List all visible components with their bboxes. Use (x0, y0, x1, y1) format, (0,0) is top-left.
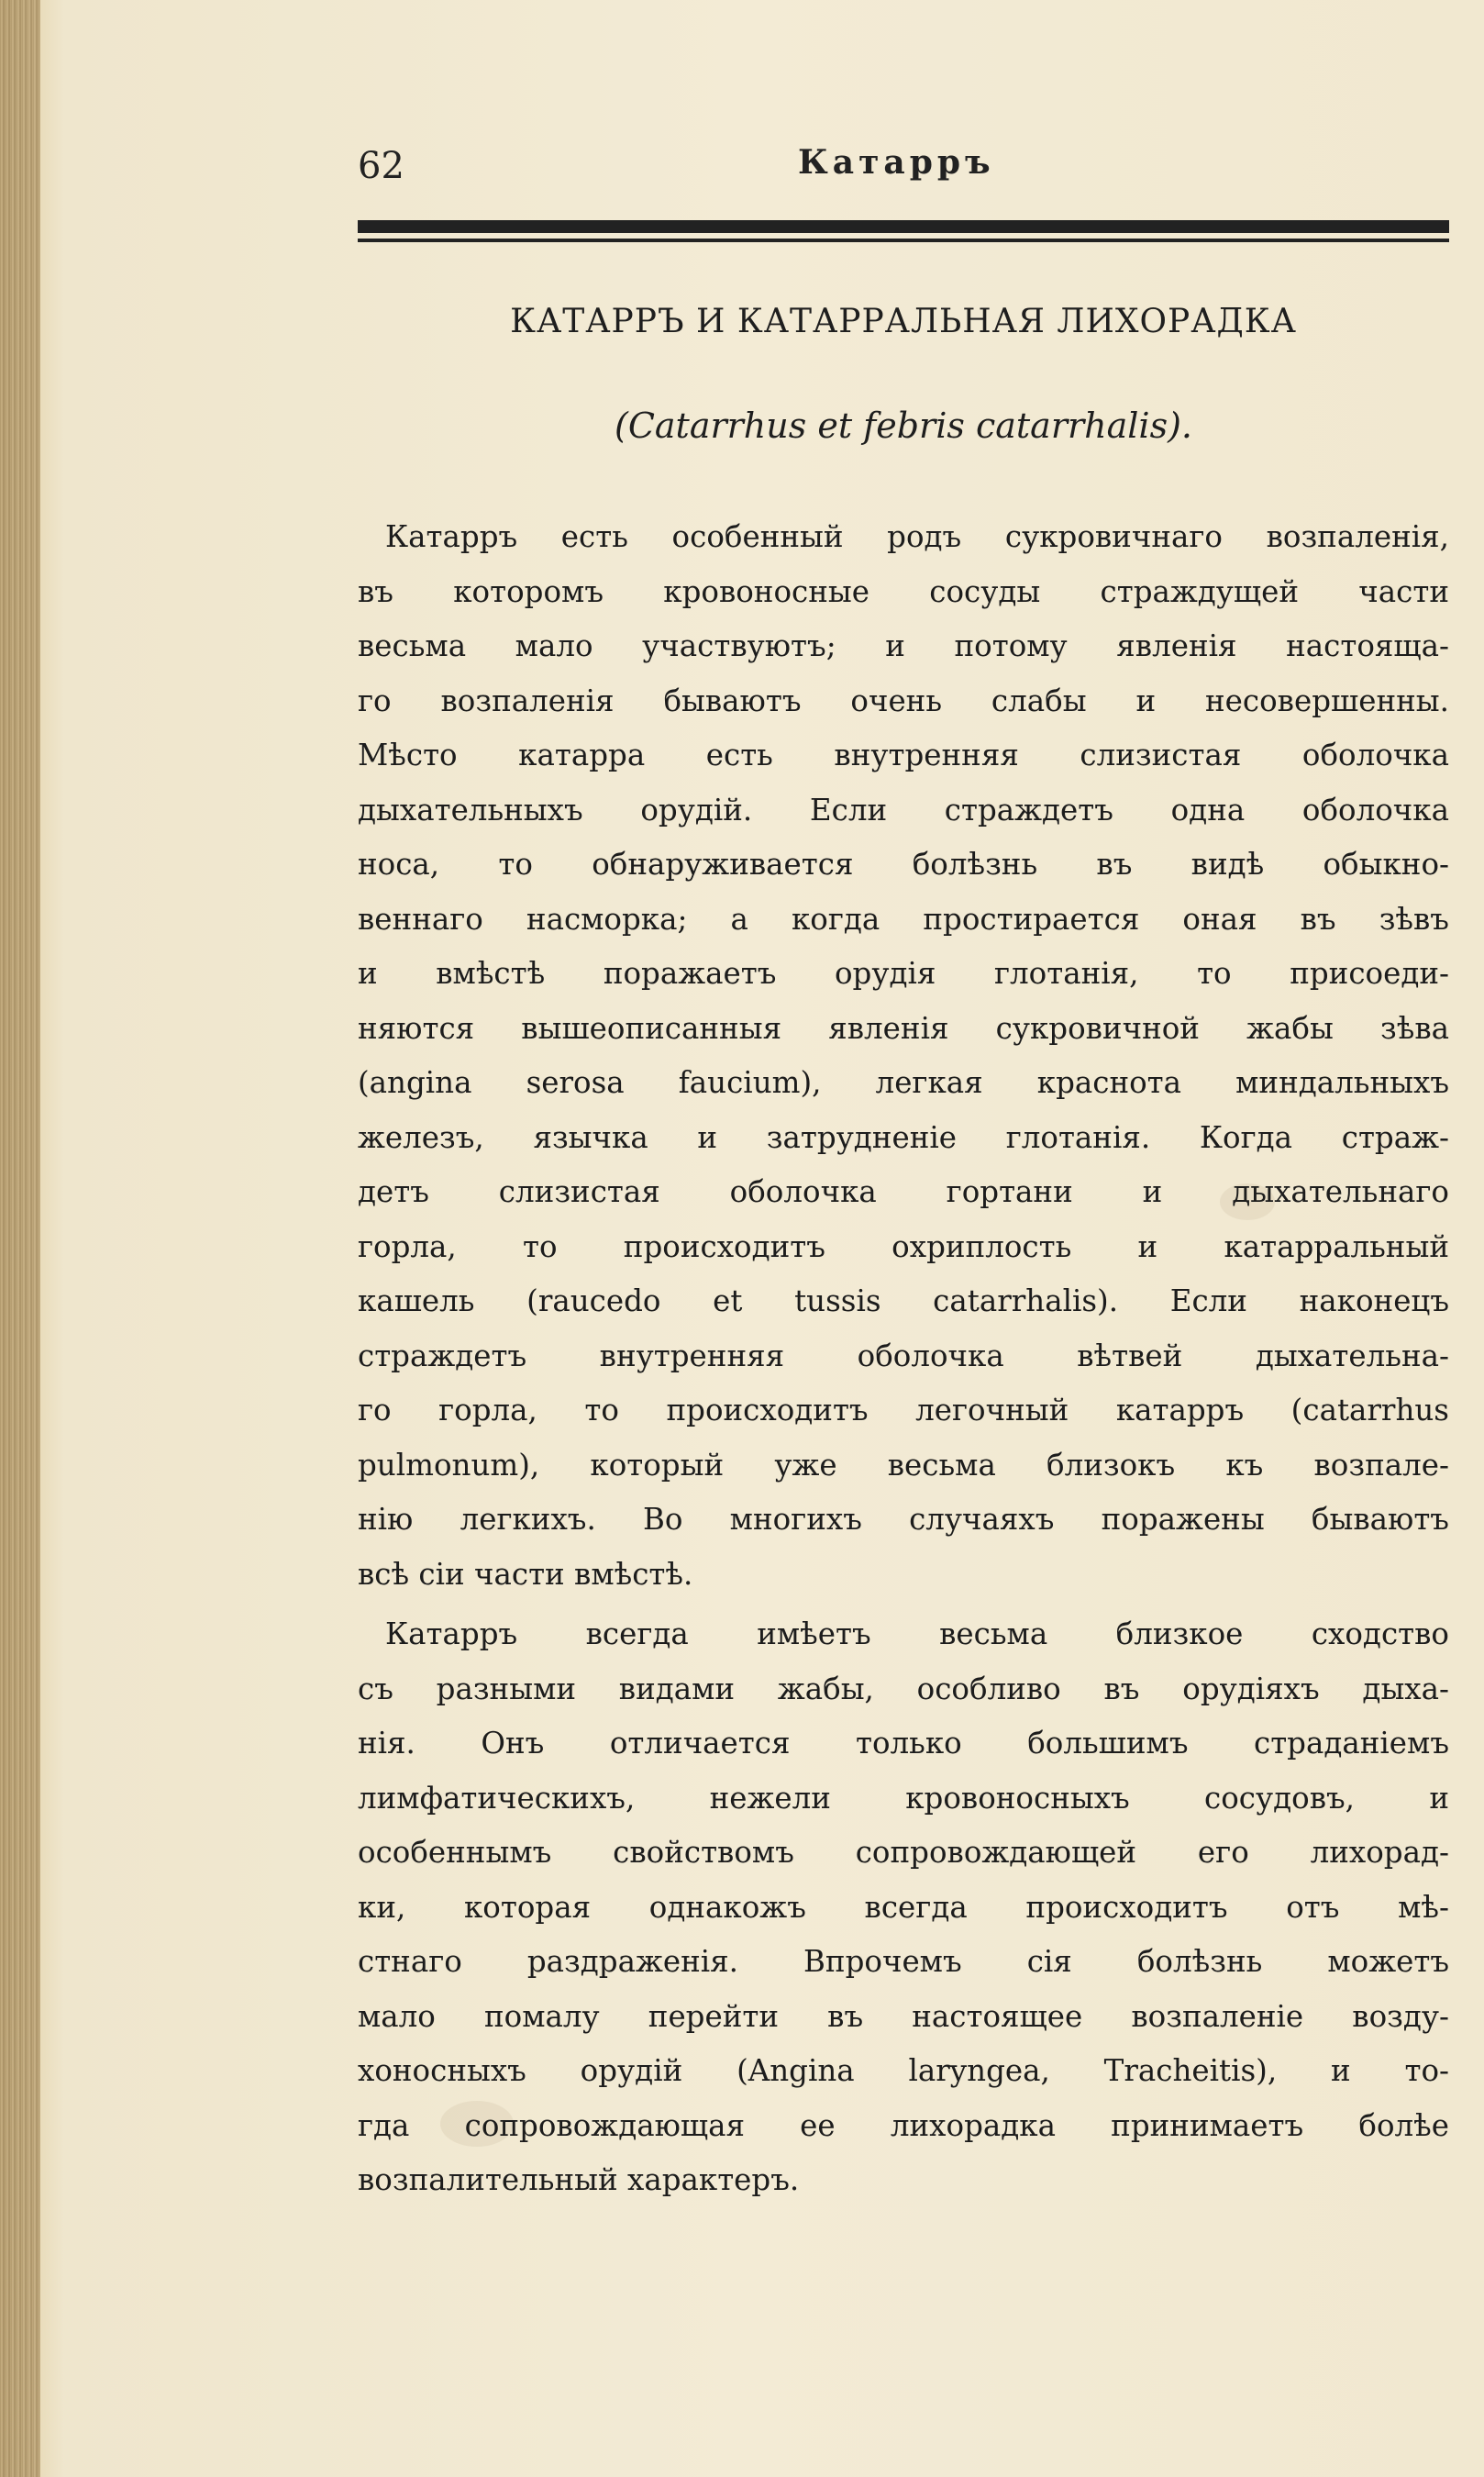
book-spine-edge (0, 0, 40, 2477)
text-line: носа, то обнаруживается болѣзнь въ видѣ обыкно- (358, 847, 1449, 882)
text-line: го возпаленія бываютъ очень слабы и несовершенны. (358, 683, 1449, 718)
page-number: 62 (358, 145, 404, 187)
section-title: КАТАРРЪ И КАТАРРАЛЬНАЯ ЛИХОРАДКА (510, 303, 1297, 340)
running-head: Катарръ (798, 143, 995, 182)
text-line: железъ, язычка и затрудненіе глотанія. Когда страж- (358, 1119, 1449, 1155)
text-line: ки, которая однакожъ всегда происходитъ отъ мѣ- (358, 1889, 1449, 1925)
text-line: (angina serosa faucium), легкая краснота миндальныхъ (358, 1065, 1449, 1100)
paragraph-2 (358, 1607, 1449, 2208)
text-line: горла, то происходитъ охриплость и катарральный (358, 1228, 1449, 1264)
text-line: кашель (raucedo et tussis catarrhalis). Если наконецъ (358, 1283, 1449, 1318)
text-line: и вмѣстѣ поражаетъ орудія глотанія, то присоеди- (358, 956, 1449, 991)
text-line: возпалительный характеръ. (358, 2162, 800, 2197)
text-line: нія. Онъ отличается только большимъ страданіемъ (358, 1726, 1449, 1761)
text-line: нію легкихъ. Во многихъ случаяхъ поражены бываютъ (358, 1502, 1449, 1537)
text-line: мало помалу перейти въ настоящее возпаленіе возду- (358, 1998, 1449, 2034)
text-line: весьма мало участвуютъ; и потому явленія настояща- (358, 628, 1449, 663)
paragraph-1 (358, 510, 1449, 1602)
text-line: гда сопровождающая ее лихорадка принимаетъ болѣе (358, 2107, 1449, 2143)
text-line: хоносныхъ орудій (Angina laryngea, Tracheitis), и то- (358, 2053, 1449, 2088)
body-text (358, 510, 1449, 2208)
text-line: лимфатическихъ, нежели кровоносныхъ сосудовъ, и (358, 1780, 1449, 1816)
text-line: веннаго насморка; а когда простирается оная въ зѣвъ (358, 901, 1449, 937)
text-line: детъ слизистая оболочка гортани и дыхательнаго (358, 1174, 1449, 1209)
section-subtitle-latin: (Catarrhus et febris catarrhalis). (615, 405, 1192, 446)
text-line: всѣ сіи части вмѣстѣ. (358, 1556, 693, 1592)
text-line: въ которомъ кровоносные сосуды страждущей части (358, 573, 1449, 609)
text-line: го горла, то происходитъ легочный катарръ (catarrhus (358, 1393, 1449, 1427)
text-line: Катарръ есть особенный родъ сукровичнаго возпаленія, (385, 519, 1449, 554)
text-line: дыхательныхъ орудій. Если страждетъ одна оболочка (358, 792, 1449, 828)
text-line: няются вышеописанныя явленія сукровичной жабы зѣва (358, 1010, 1449, 1046)
text-line: стнаго раздраженія. Впрочемъ сія болѣзнь можетъ (358, 1944, 1449, 1979)
text-line: Мѣсто катарра есть внутренняя слизистая оболочка (358, 738, 1449, 772)
text-line: Катарръ всегда имѣетъ весьма близкое сходство (385, 1616, 1449, 1651)
header-rule-thick (358, 220, 1449, 233)
page-header (358, 138, 1449, 202)
text-line: съ разными видами жабы, особливо въ орудіяхъ дыха- (358, 1671, 1449, 1706)
text-line: страждетъ внутренняя оболочка вѣтвей дыхательна- (358, 1338, 1449, 1373)
header-rule-thin (358, 239, 1449, 242)
text-line: pulmonum), который уже весьма близокъ къ возпале- (358, 1447, 1449, 1483)
text-line: особеннымъ свойствомъ сопровождающей его лихорад- (358, 1835, 1449, 1870)
